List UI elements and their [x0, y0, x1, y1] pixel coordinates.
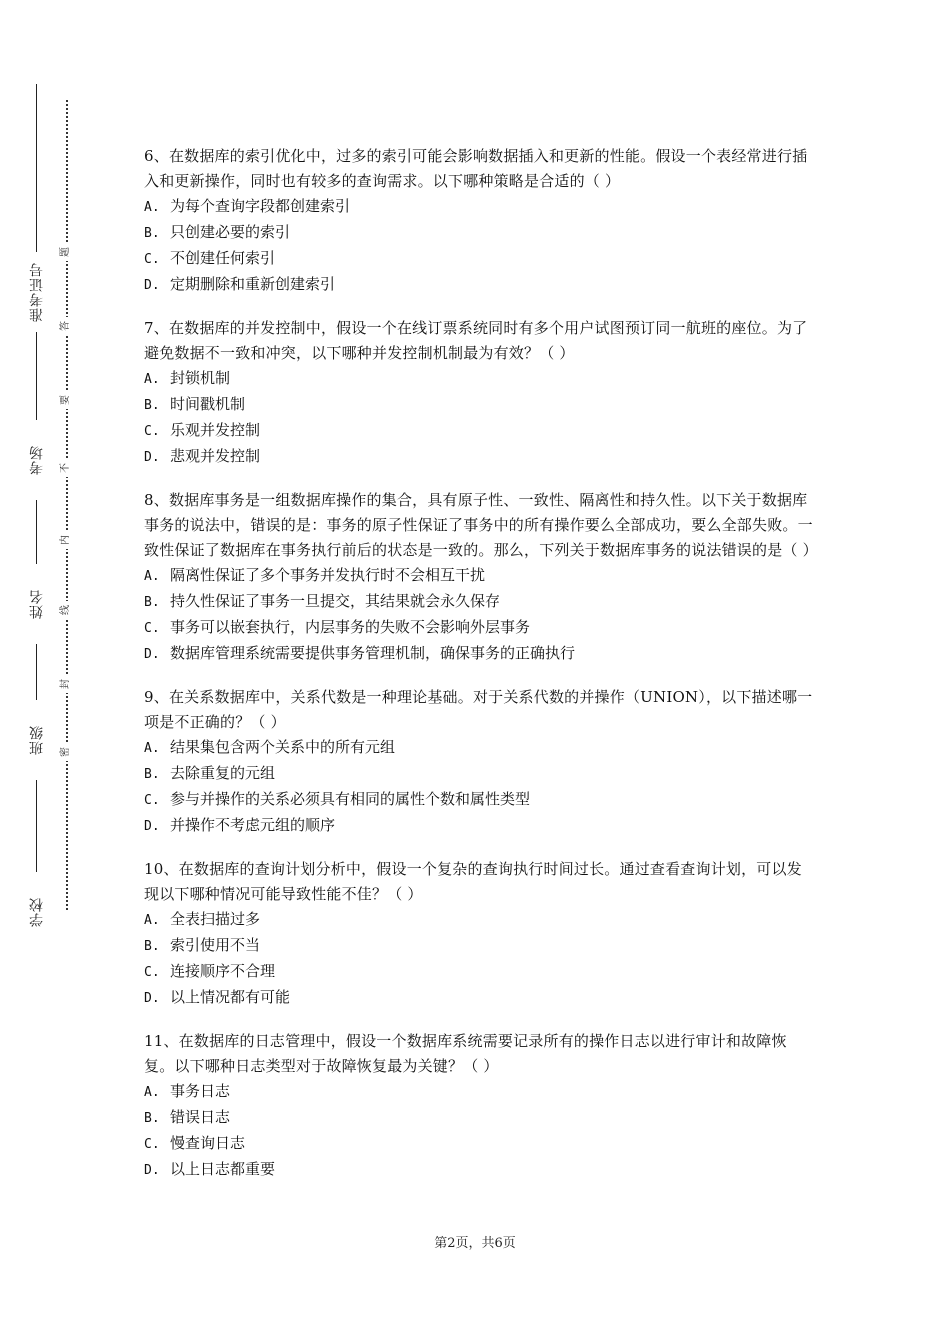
seal-char: 答: [58, 317, 74, 335]
option-d[interactable]: D. 定期删除和重新创建索引: [144, 275, 336, 293]
option-c[interactable]: C. 不创建任何索引: [144, 249, 276, 267]
option-a[interactable]: A. 事务日志: [144, 1082, 231, 1100]
seal-char: 不: [58, 459, 74, 477]
option-d[interactable]: D. 以上情况都有可能: [144, 988, 291, 1006]
option-a[interactable]: A. 隔离性保证了多个事务并发执行时不会相互干扰: [144, 566, 486, 584]
option-b[interactable]: B. 索引使用不当: [144, 936, 261, 954]
option-b[interactable]: B. 错误日志: [144, 1108, 231, 1126]
option-d[interactable]: D. 以上日志都重要: [144, 1160, 276, 1178]
option-d[interactable]: D. 悲观并发控制: [144, 447, 261, 465]
question-stem: 7、在数据库的并发控制中，假设一个在线订票系统同时有多个用户试图预订同一航班的座位。为了避免数据不一致和冲突，以下哪种并发控制机制最为有效？（ ）: [144, 319, 808, 362]
question-8: [144, 488, 818, 667]
option-c[interactable]: C. 事务可以嵌套执行，内层事务的失败不会影响外层事务: [144, 618, 531, 636]
question-9: [144, 685, 814, 839]
option-c[interactable]: C. 参与并操作的关系必须具有相同的属性个数和属性类型: [144, 790, 531, 808]
option-c[interactable]: C. 连接顺序不合理: [144, 962, 276, 980]
question-stem: 10、在数据库的查询计划分析中，假设一个复杂的查询执行时间过长。通过查看查询计划，可以发现以下哪种情况可能导致性能不佳？（ ）: [144, 860, 802, 903]
question-7: [144, 316, 814, 470]
option-d[interactable]: D. 数据库管理系统需要提供事务管理机制，确保事务的正确执行: [144, 644, 576, 662]
option-a[interactable]: A. 为每个查询字段都创建索引: [144, 197, 351, 215]
seal-char: 题: [58, 243, 74, 261]
option-a[interactable]: A. 结果集包含两个关系中的所有元组: [144, 738, 396, 756]
seal-char: 线: [58, 601, 74, 619]
question-list: [144, 144, 818, 1201]
binding-margin: [0, 0, 90, 1344]
seal-char: 内: [58, 531, 74, 549]
option-b[interactable]: B. 持久性保证了事务一旦提交，其结果就会永久保存: [144, 592, 501, 610]
option-c[interactable]: C. 乐观并发控制: [144, 421, 261, 439]
option-a[interactable]: A. 全表扫描过多: [144, 910, 261, 928]
option-b[interactable]: B. 去除重复的元组: [144, 764, 276, 782]
option-b[interactable]: B. 只创建必要的索引: [144, 223, 291, 241]
binding-dotted-line: [66, 100, 68, 910]
page-number: 第2页，共6页: [434, 1236, 516, 1251]
seal-char: 密: [58, 743, 74, 761]
question-stem: 8、数据库事务是一组数据库操作的集合，具有原子性、一致性、隔离性和持久性。以下关于数据库事务的说法中，错误的是：事务的原子性保证了事务中的所有操作要么全部成功，要么全部失败。一致性保证了数据库在事务执行前后的状态是一致的。那么，下列关于数据库事务的说法错误的是（ ）: [144, 491, 818, 559]
field-exam-number: 准考证号: [22, 252, 52, 332]
option-d[interactable]: D. 并操作不考虑元组的顺序: [144, 816, 336, 834]
binding-solid-line: [36, 84, 37, 922]
field-school: 学校: [22, 872, 52, 952]
seal-char: 要: [58, 391, 74, 409]
question-stem: 6、在数据库的索引优化中，过多的索引可能会影响数据插入和更新的性能。假设一个表经常进行插入和更新操作，同时也有较多的查询需求。以下哪种策略是合适的（ ）: [144, 147, 808, 190]
question-6: [144, 144, 814, 298]
field-name: 姓名: [22, 564, 52, 644]
field-exam-room: 考场: [22, 420, 52, 500]
question-stem: 11、在数据库的日志管理中，假设一个数据库系统需要记录所有的操作日志以进行审计和故障恢复。以下哪种日志类型对于故障恢复最为关键？（ ）: [144, 1032, 787, 1075]
seal-char: 封: [58, 675, 74, 693]
option-a[interactable]: A. 封锁机制: [144, 369, 231, 387]
question-11: [144, 1029, 814, 1183]
question-10: [144, 857, 814, 1011]
option-c[interactable]: C. 慢查询日志: [144, 1134, 246, 1152]
question-stem: 9、在关系数据库中，关系代数是一种理论基础。对于关系代数的并操作（UNION），以下描述哪一项是不正确的？（ ）: [144, 688, 813, 731]
field-class: 班级: [22, 700, 52, 780]
option-b[interactable]: B. 时间戳机制: [144, 395, 246, 413]
